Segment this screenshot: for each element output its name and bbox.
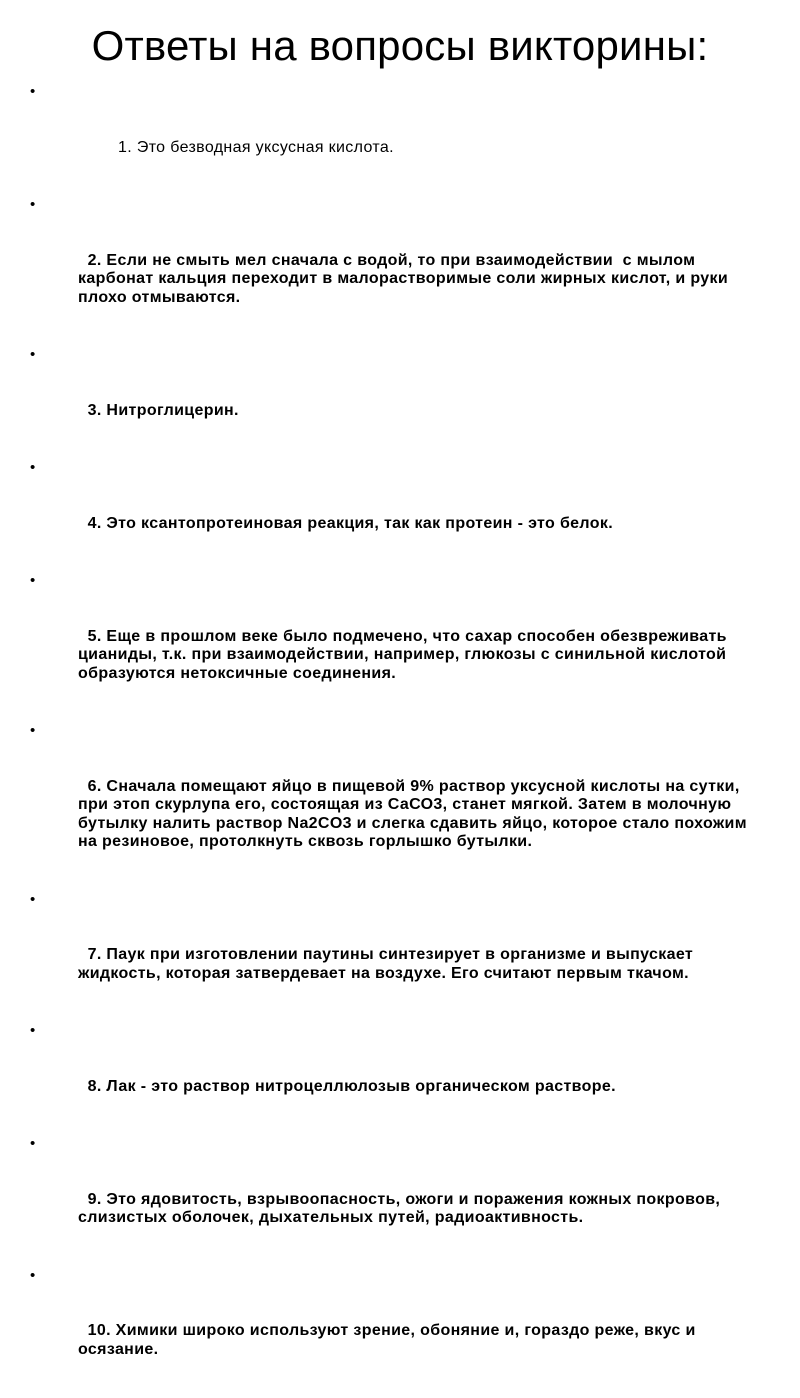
bullet-icon: • xyxy=(30,722,36,739)
answer-text-4: 4. Это ксантопротеиновая реакция, так как протеин - это белок. xyxy=(78,514,614,532)
bullet-icon: • xyxy=(30,83,36,100)
answer-item-9 xyxy=(30,1135,760,1265)
answer-item-2 xyxy=(30,196,760,344)
bullet-icon: • xyxy=(30,572,36,589)
bullet-icon: • xyxy=(30,1022,36,1039)
bullet-icon: • xyxy=(30,196,36,213)
slide-title: Ответы на вопросы викторины: xyxy=(91,22,709,69)
answer-item-8 xyxy=(30,1022,760,1133)
bullet-icon: • xyxy=(30,459,36,476)
answer-item-1 xyxy=(30,83,760,194)
answer-text-2: 2. Если не смыть мел сначала с водой, то при взаимодействии с мылом карбонат кальция переходит в малорастворимые соли жирных кислот, и руки плохо отмываются. xyxy=(78,251,733,306)
answer-text-1: 1. Это безводная уксусная кислота. xyxy=(118,138,394,156)
answer-text-5: 5. Еще в прошлом веке было подмечено, что сахар способен обезвреживать цианиды, т.к. при взаимодействии, например, глюкозы с синильной кислотой образуются нетоксичные соединения. xyxy=(78,627,732,682)
answer-list xyxy=(30,83,760,1398)
answer-text-3: 3. Нитроглицерин. xyxy=(78,401,239,419)
answer-text-9: 9. Это ядовитость, взрывоопасность, ожоги и поражения кожных покровов, слизистых оболочек, дыхательных путей, радиоактивность. xyxy=(78,1190,726,1226)
bullet-icon: • xyxy=(30,346,36,363)
answer-text-8: 8. Лак - это раствор нитроцеллюлозыв органическом растворе. xyxy=(78,1077,616,1095)
answer-item-6 xyxy=(30,722,760,889)
bullet-icon: • xyxy=(30,1135,36,1152)
answer-item-4 xyxy=(30,459,760,570)
answer-text-7: 7. Паук при изготовлении паутины синтезирует в организме и выпускает жидкость, которая затвердевает на воздухе. Его считают первым ткачом. xyxy=(78,946,698,982)
answer-item-3 xyxy=(30,346,760,457)
bullet-icon: • xyxy=(30,1266,36,1284)
answer-text-6: 6. Сначала помещают яйцо в пищевой 9% раствор уксусной кислоты на сутки, при этоп скурлупа его, состоящая из СаСО3, станет мягкой. Затем в молочную бутылку налить раствор Na2CO3 и слегка сдавить яйцо, которое стало похожим на резиновое, протолкнуть сквозь горлышко бутылки. xyxy=(78,777,752,850)
bullet-icon: • xyxy=(30,890,36,908)
answer-item-10 xyxy=(30,1267,760,1397)
answer-item-5 xyxy=(30,572,760,720)
answer-item-7 xyxy=(30,891,760,1021)
answer-text-10: 10. Химики широко используют зрение, обоняние и, гораздо реже, вкус и осязание. xyxy=(78,1322,701,1358)
